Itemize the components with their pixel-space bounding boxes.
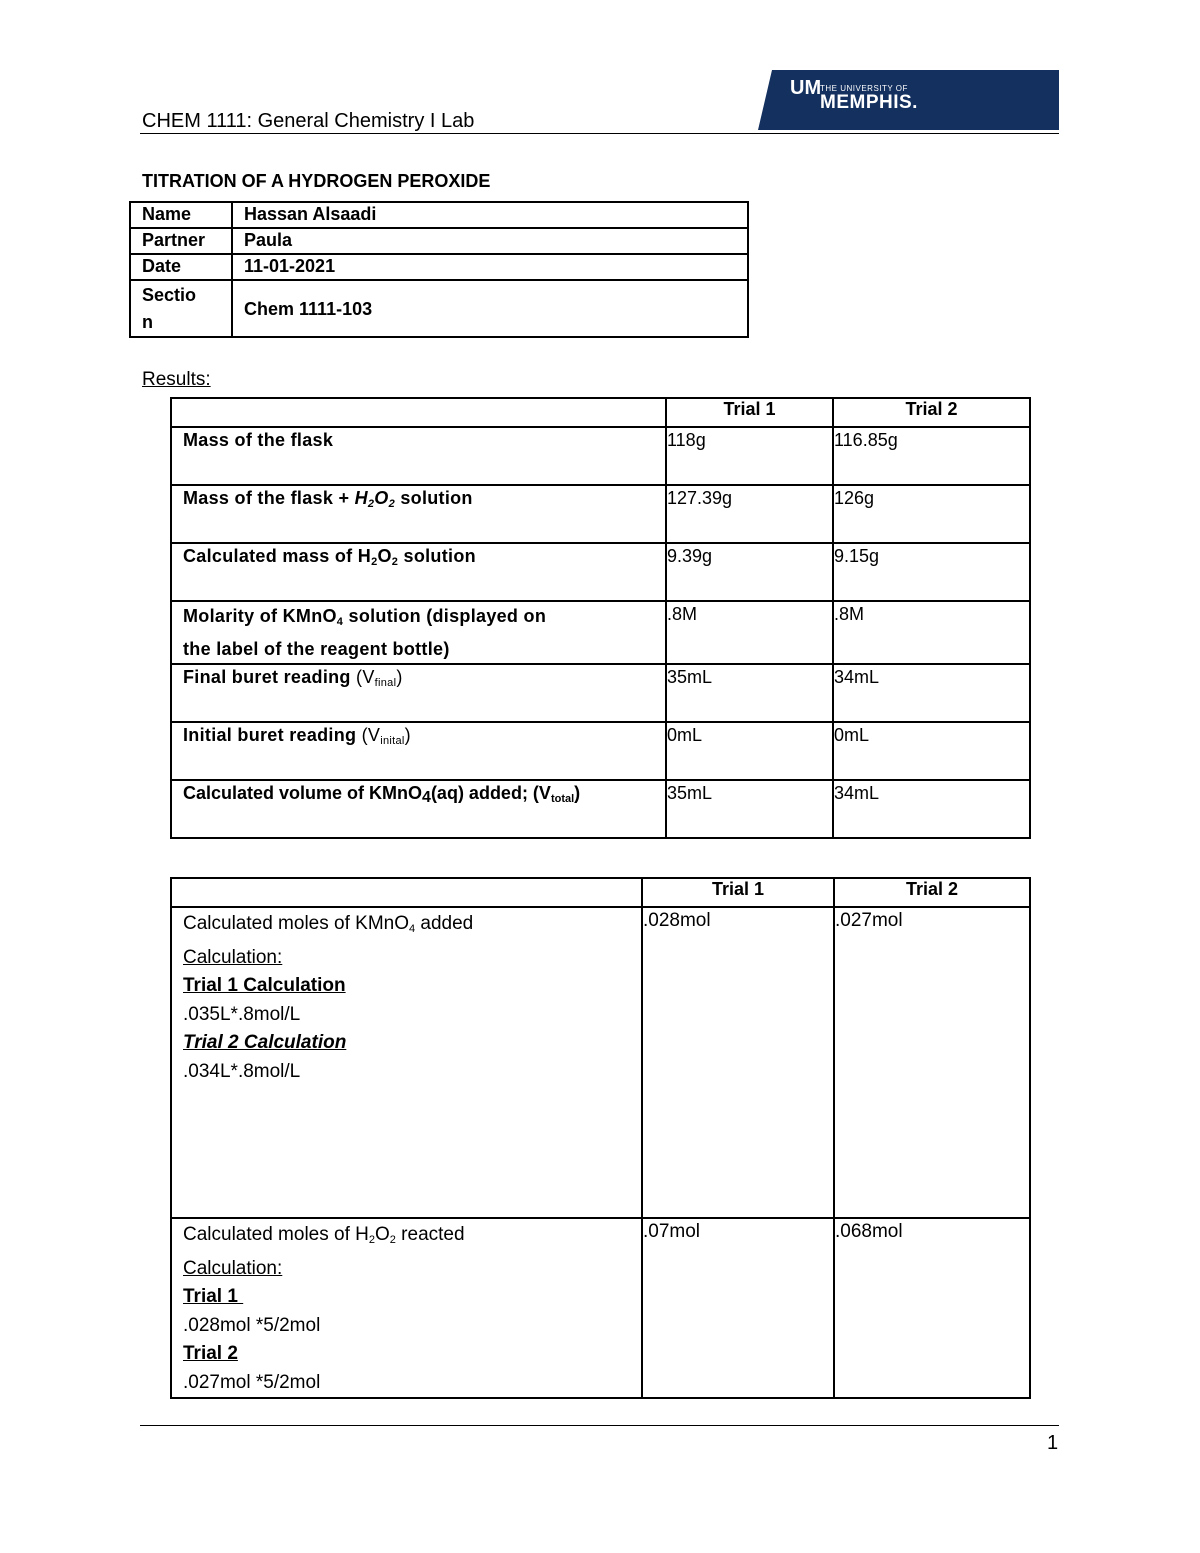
info-row-name xyxy=(130,202,748,228)
cell-trial1: 127.39g xyxy=(666,485,833,543)
info-table xyxy=(129,201,749,338)
header-divider xyxy=(140,133,1059,134)
logo-monogram: UM xyxy=(790,77,822,99)
table-row xyxy=(171,485,1030,543)
paren-close: ) xyxy=(396,667,403,687)
table-row xyxy=(171,722,1030,780)
trial2-label: Trial 2 xyxy=(183,1343,238,1364)
paren-open: (V xyxy=(361,725,381,745)
calc-h2o2-question xyxy=(171,1218,642,1398)
table-row xyxy=(171,601,1030,664)
label-text: solution xyxy=(395,488,473,508)
cell-trial1: 35mL xyxy=(666,664,833,722)
formula-sub: final xyxy=(374,677,397,689)
cell-trial2: 34mL xyxy=(833,664,1030,722)
formula-sub: total xyxy=(550,793,575,805)
footer-divider xyxy=(140,1425,1059,1426)
table-row xyxy=(171,1218,1030,1398)
label-text: Calculated moles of H xyxy=(183,1224,369,1245)
trial1-label: Trial 1 xyxy=(183,1286,244,1307)
cell-trial2: 0mL xyxy=(833,722,1030,780)
formula-h: H xyxy=(354,488,368,508)
calc-h2o2-title xyxy=(183,1221,641,1255)
info-row-section xyxy=(130,280,748,337)
cell-trial1: 35mL xyxy=(666,780,833,838)
calculation-label: Calculation: xyxy=(183,946,283,968)
cell-trial1: 0mL xyxy=(666,722,833,780)
course-title: CHEM 1111: General Chemistry I Lab xyxy=(142,110,475,132)
label-text: Mass of the flask + xyxy=(183,488,355,508)
logo-name: MEMPHIS. xyxy=(820,92,918,113)
label-text: solution (displayed on xyxy=(343,606,547,626)
label-text: ) xyxy=(574,783,581,803)
formula-o: O xyxy=(374,488,389,508)
trial1-calc-expression: .035L*.8mol/L xyxy=(183,1003,301,1025)
cell-trial1: .028mol xyxy=(642,907,834,1218)
label-text: reacted xyxy=(395,1224,465,1245)
cell-trial1: .8M xyxy=(666,601,833,664)
calc-kmno4-title xyxy=(183,910,641,944)
formula-sub: 2 xyxy=(367,498,375,510)
calculation-table xyxy=(170,877,1031,1399)
section-label xyxy=(130,280,232,337)
calc-header-trial2: Trial 2 xyxy=(834,878,1030,907)
table-row xyxy=(171,780,1030,838)
formula-o: O xyxy=(375,1224,390,1245)
label-text: Calculated moles of KMnO xyxy=(183,913,409,934)
cell-trial2: .027mol xyxy=(834,907,1030,1218)
label-text: added xyxy=(415,913,474,934)
document-title: TITRATION OF A HYDROGEN PEROXIDE xyxy=(142,171,491,191)
trial2-calc-label: Trial 2 Calculation xyxy=(183,1032,347,1053)
partner-label: Partner xyxy=(130,228,232,254)
calc-header-trial1: Trial 1 xyxy=(642,878,834,907)
row-label-initial-buret xyxy=(171,722,666,780)
row-label-mass-flask: Mass of the flask xyxy=(171,427,666,485)
label-text: solution xyxy=(398,546,476,566)
row-label-volume-added xyxy=(171,780,666,838)
section-label-part2: n xyxy=(142,312,153,332)
university-logo xyxy=(758,70,1059,130)
cell-trial2: .068mol xyxy=(834,1218,1030,1398)
cell-trial2: 34mL xyxy=(833,780,1030,838)
results-header-trial1: Trial 1 xyxy=(666,398,833,427)
table-row xyxy=(171,664,1030,722)
logo-the: THE UNIVERSITY OF xyxy=(820,84,908,93)
formula-sub: 2 xyxy=(389,1234,396,1246)
cell-trial2: 116.85g xyxy=(833,427,1030,485)
section-value: Chem 1111-103 xyxy=(232,280,748,337)
info-row-date xyxy=(130,254,748,280)
formula-sub: 2 xyxy=(371,556,378,568)
formula-sub: inital xyxy=(380,735,405,747)
name-label: Name xyxy=(130,202,232,228)
label-text: Final buret reading xyxy=(183,667,357,687)
label-text: Calculated mass of H xyxy=(183,546,372,566)
formula-sub: 2 xyxy=(391,556,399,568)
cell-trial2: .8M xyxy=(833,601,1030,664)
row-label-calculated-mass xyxy=(171,543,666,601)
calc-kmno4-question xyxy=(171,907,642,1218)
label-text: Initial buret reading xyxy=(183,725,362,745)
name-value: Hassan Alsaadi xyxy=(232,202,748,228)
cell-trial1: 9.39g xyxy=(666,543,833,601)
label-text: Molarity of KMnO xyxy=(183,606,337,626)
formula-sub: 2 xyxy=(388,498,396,510)
cell-trial1: 118g xyxy=(666,427,833,485)
formula-o: O xyxy=(377,546,392,566)
page-number: 1 xyxy=(1047,1432,1059,1454)
label-text: Calculated volume of KMnO xyxy=(183,783,423,803)
trial1-expression: .028mol *5/2mol xyxy=(183,1314,321,1336)
calculation-label: Calculation: xyxy=(183,1257,283,1279)
formula-sub: 4 xyxy=(336,616,344,628)
paren-close: ) xyxy=(404,725,411,745)
partner-value: Paula xyxy=(232,228,748,254)
formula-sub: 4 xyxy=(409,923,416,935)
results-heading: Results: xyxy=(142,369,211,390)
formula-sub: 4 xyxy=(422,789,431,806)
logo-slash xyxy=(758,70,772,130)
calc-header-blank xyxy=(171,878,642,907)
formula-sub: 2 xyxy=(368,1234,375,1246)
label-text: (aq) added; (V xyxy=(430,783,551,803)
results-header-row xyxy=(171,398,1030,427)
cell-trial2: 126g xyxy=(833,485,1030,543)
info-row-partner xyxy=(130,228,748,254)
cell-trial2: 9.15g xyxy=(833,543,1030,601)
row-label-final-buret xyxy=(171,664,666,722)
row-label-mass-flask-solution xyxy=(171,485,666,543)
section-label-part1: Sectio xyxy=(142,285,197,305)
date-label: Date xyxy=(130,254,232,280)
trial2-calc-expression: .034L*.8mol/L xyxy=(183,1060,301,1082)
table-row xyxy=(171,427,1030,485)
table-row xyxy=(171,543,1030,601)
results-header-trial2: Trial 2 xyxy=(833,398,1030,427)
trial2-expression: .027mol *5/2mol xyxy=(183,1371,321,1393)
date-value: 11-01-2021 xyxy=(232,254,748,280)
cell-trial1: .07mol xyxy=(642,1218,834,1398)
table-row xyxy=(171,907,1030,1218)
results-header-blank xyxy=(171,398,666,427)
results-table xyxy=(170,397,1031,839)
label-text-line2: the label of the reagent bottle) xyxy=(183,639,450,659)
row-label-molarity xyxy=(171,601,666,664)
paren-open: (V xyxy=(356,667,375,687)
calc-header-row xyxy=(171,878,1030,907)
trial1-calc-label: Trial 1 Calculation xyxy=(183,975,346,996)
